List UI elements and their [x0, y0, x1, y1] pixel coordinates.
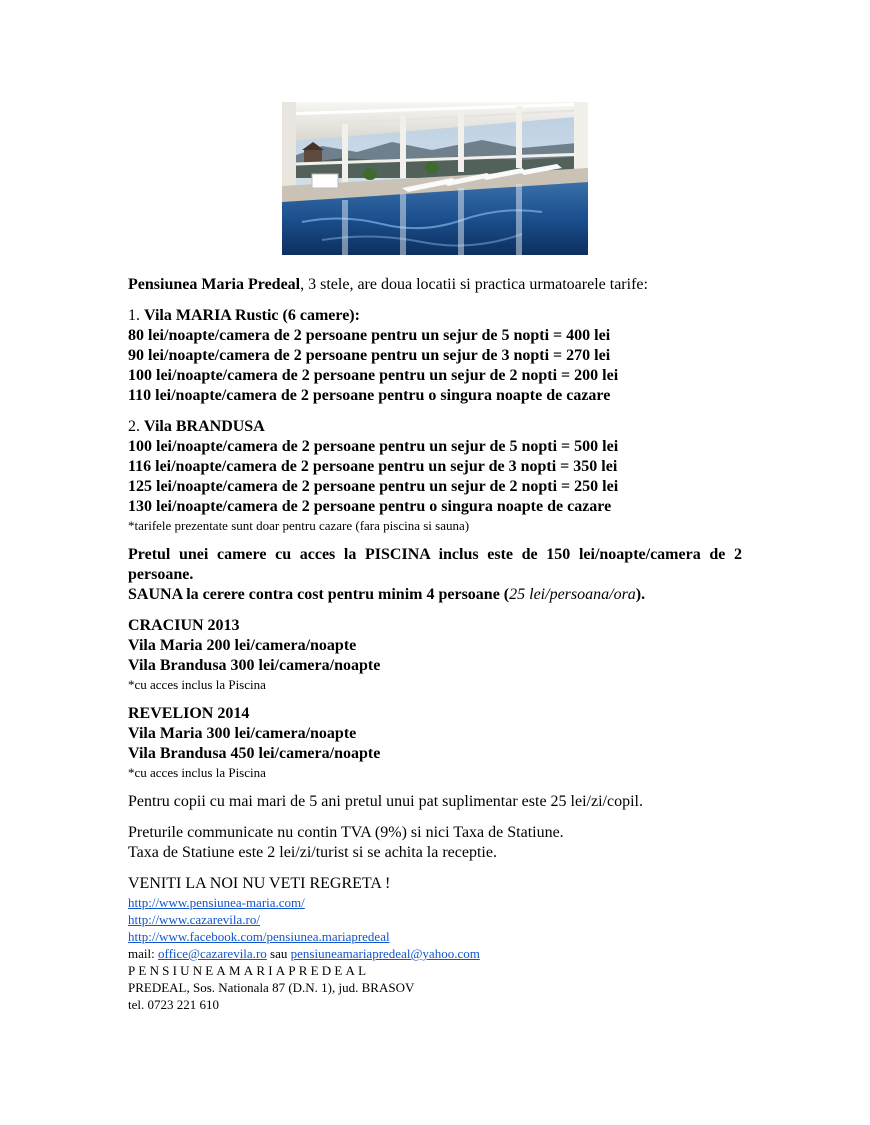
- pool-photo: [282, 102, 588, 255]
- vila2-title: Vila BRANDUSA: [144, 418, 265, 435]
- craciun-line: Vila Brandusa 300 lei/camera/noapte: [128, 657, 381, 674]
- cazarevila-link[interactable]: http://www.cazarevila.ro/: [128, 912, 260, 927]
- tva-info: Preturile communicate nu contin TVA (9%) si nici Taxa de Statiune.: [128, 824, 564, 841]
- phone: tel. 0723 221 610: [128, 997, 219, 1012]
- vila1-rate: 90 lei/noapte/camera de 2 persoane pentru un sejur de 3 nopti = 270 lei: [128, 347, 611, 364]
- revelion-note: *cu acces inclus la Piscina: [128, 765, 266, 780]
- vila2-rate: 116 lei/noapte/camera de 2 persoane pentru un sejur de 3 nopti = 350 lei: [128, 458, 618, 475]
- piscina-price: Pretul unei camere cu acces la PISCINA inclus este de 150 lei/noapte/camera de 2 persoane.: [128, 546, 742, 583]
- mail-line: [128, 945, 742, 962]
- tariff-content: [128, 275, 742, 1013]
- vila1-rate: 80 lei/noapte/camera de 2 persoane pentru un sejur de 5 nopti = 400 lei: [128, 327, 611, 344]
- vila2-heading: [128, 417, 742, 437]
- mail-label: mail:: [128, 946, 158, 961]
- sauna-info: [128, 585, 742, 605]
- slogan: VENITI LA NOI NU VETI REGRETA !: [128, 875, 391, 892]
- copii-info: Pentru copii cu mai mari de 5 ani pretul unui pat suplimentar este 25 lei/zi/copil.: [128, 793, 643, 810]
- craciun-line: Vila Maria 200 lei/camera/noapte: [128, 637, 357, 654]
- vila1-heading: [128, 306, 742, 326]
- pension-name: Pensiunea Maria Predeal: [128, 276, 301, 293]
- craciun-note: *cu acces inclus la Piscina: [128, 677, 266, 692]
- vila2-rate: 100 lei/noapte/camera de 2 persoane pentru un sejur de 5 nopti = 500 lei: [128, 438, 619, 455]
- vila1-number: 1.: [128, 307, 144, 324]
- intro-paragraph: [128, 275, 742, 295]
- vila2-rate: 125 lei/noapte/camera de 2 persoane pentru un sejur de 2 nopti = 250 lei: [128, 478, 619, 495]
- taxa-info: Taxa de Statiune este 2 lei/zi/turist si se achita la receptie.: [128, 844, 497, 861]
- vila1-title: Vila MARIA Rustic (6 camere):: [144, 307, 360, 324]
- website-link[interactable]: http://www.pensiunea-maria.com/: [128, 895, 305, 910]
- address: PREDEAL, Sos. Nationala 87 (D.N. 1), jud. BRASOV: [128, 980, 415, 995]
- vila2-note: *tarifele prezentate sunt doar pentru cazare (fara piscina si sauna): [128, 518, 470, 533]
- brand-name: PENSIUNEAMARIAPREDEAL: [128, 963, 370, 978]
- email-office-link[interactable]: office@cazarevila.ro: [157, 946, 267, 961]
- vila2-number: 2.: [128, 418, 144, 435]
- vila1-rate: 110 lei/noapte/camera de 2 persoane pentru o singura noapte de cazare: [128, 387, 611, 404]
- sauna-price: 25 lei/persoana/ora: [509, 586, 636, 603]
- vila2-rate: 130 lei/noapte/camera de 2 persoane pentru o singura noapte de cazare: [128, 498, 612, 515]
- email-yahoo-link[interactable]: pensiuneamariapredeal@yahoo.com: [290, 946, 480, 961]
- revelion-line: Vila Brandusa 450 lei/camera/noapte: [128, 745, 381, 762]
- sauna-end: ).: [635, 586, 646, 603]
- mail-or: sau: [266, 946, 291, 961]
- facebook-link[interactable]: http://www.facebook.com/pensiunea.mariapredeal: [128, 929, 390, 944]
- revelion-title: REVELION 2014: [128, 705, 250, 722]
- sauna-text: SAUNA la cerere contra cost pentru minim 4 persoane (: [128, 586, 510, 603]
- craciun-title: CRACIUN 2013: [128, 617, 240, 634]
- revelion-line: Vila Maria 300 lei/camera/noapte: [128, 725, 357, 742]
- intro-text: , 3 stele, are doua locatii si practica urmatoarele tarife:: [300, 276, 648, 293]
- vila1-rate: 100 lei/noapte/camera de 2 persoane pentru un sejur de 2 nopti = 200 lei: [128, 367, 619, 384]
